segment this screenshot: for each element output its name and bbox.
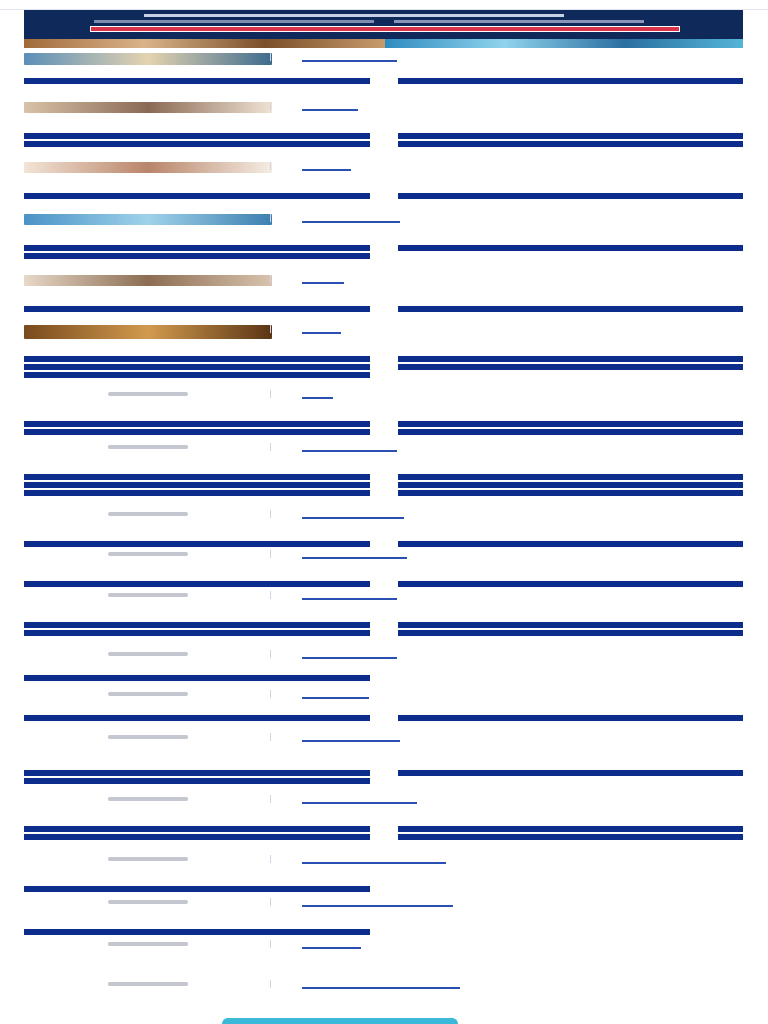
- top-navigation: [0, 0, 768, 10]
- price-row-left[interactable]: [24, 364, 370, 370]
- product-title[interactable]: [302, 510, 592, 519]
- price-row-left[interactable]: [24, 133, 370, 139]
- price-row-left[interactable]: [24, 630, 370, 636]
- product-thumbnail[interactable]: [108, 982, 188, 986]
- price-row-left[interactable]: [24, 372, 370, 378]
- description-line: [28, 185, 738, 191]
- price-row-left[interactable]: [24, 245, 370, 251]
- price-row-left[interactable]: [24, 356, 370, 362]
- price-row-right[interactable]: [398, 622, 743, 628]
- product-title[interactable]: [302, 53, 572, 62]
- product-title-underline: [302, 109, 358, 111]
- price-row-left[interactable]: [24, 78, 370, 84]
- column-divider: [270, 898, 271, 906]
- price-row-left[interactable]: [24, 826, 370, 832]
- hero-banner: [24, 39, 743, 48]
- product-description: [28, 286, 738, 304]
- column-divider: [270, 275, 271, 283]
- product-description: [28, 64, 738, 76]
- header-search-decor[interactable]: [394, 20, 644, 23]
- description-line: [28, 1003, 738, 1009]
- description-line: [28, 413, 738, 419]
- column-divider: [270, 214, 271, 222]
- description-line: [28, 298, 738, 304]
- product-title-underline: [302, 169, 351, 171]
- product-thumbnail[interactable]: [108, 857, 188, 861]
- product-description: [28, 991, 738, 1009]
- product-description: [28, 909, 738, 927]
- column-divider: [270, 443, 271, 451]
- price-row-right[interactable]: [398, 630, 743, 636]
- price-row-left[interactable]: [24, 715, 370, 721]
- product-title[interactable]: [302, 733, 582, 742]
- price-row-left[interactable]: [24, 193, 370, 199]
- description-line: [28, 921, 738, 927]
- price-row-right[interactable]: [398, 826, 743, 832]
- column-divider: [270, 390, 271, 398]
- product-title-underline: [302, 557, 407, 559]
- product-title-underline: [302, 282, 344, 284]
- price-row-left[interactable]: [24, 541, 370, 547]
- description-line: [28, 878, 738, 884]
- product-thumbnail[interactable]: [108, 942, 188, 946]
- price-row-left[interactable]: [24, 675, 370, 681]
- price-row-left[interactable]: [24, 834, 370, 840]
- price-row-right[interactable]: [398, 581, 743, 587]
- column-divider: [270, 795, 271, 803]
- price-row-left[interactable]: [24, 482, 370, 488]
- price-row-right[interactable]: [398, 356, 743, 362]
- column-divider: [270, 53, 271, 61]
- product-description: [28, 866, 738, 884]
- product-description: [28, 336, 738, 354]
- product-thumbnail[interactable]: [108, 445, 188, 449]
- product-title[interactable]: [302, 550, 602, 559]
- column-divider: [270, 550, 271, 558]
- product-title[interactable]: [302, 650, 572, 659]
- product-title[interactable]: [302, 390, 392, 399]
- banner-image-right: [385, 39, 743, 48]
- product-title-underline: [302, 862, 446, 864]
- product-title[interactable]: [302, 443, 572, 452]
- product-thumbnail[interactable]: [108, 593, 188, 597]
- product-title-underline: [302, 802, 417, 804]
- product-thumbnail[interactable]: [108, 652, 188, 656]
- product-title-underline: [302, 740, 400, 742]
- product-thumbnail[interactable]: [24, 275, 272, 286]
- product-thumbnail[interactable]: [24, 214, 272, 225]
- product-title-underline: [302, 905, 453, 907]
- product-title-underline: [302, 221, 400, 223]
- price-row-right[interactable]: [398, 770, 743, 776]
- column-divider: [270, 325, 271, 333]
- product-title[interactable]: [302, 795, 632, 804]
- product-thumbnail[interactable]: [24, 102, 272, 113]
- price-row-left[interactable]: [24, 770, 370, 776]
- product-title-underline: [302, 450, 397, 452]
- column-divider: [270, 855, 271, 863]
- price-row-left[interactable]: [24, 929, 370, 935]
- product-description: [28, 701, 738, 713]
- column-divider: [270, 940, 271, 948]
- product-title-underline: [302, 697, 369, 699]
- product-title[interactable]: [302, 325, 412, 334]
- product-title[interactable]: [302, 940, 472, 949]
- product-title-underline: [302, 397, 333, 399]
- price-row-left[interactable]: [24, 778, 370, 784]
- column-divider: [270, 650, 271, 658]
- price-row-left[interactable]: [24, 429, 370, 435]
- column-divider: [270, 510, 271, 518]
- description-line: [28, 70, 738, 76]
- price-row-right[interactable]: [398, 715, 743, 721]
- column-divider: [270, 591, 271, 599]
- price-row-right[interactable]: [398, 141, 743, 147]
- description-line: [28, 957, 738, 963]
- description-line: [28, 348, 738, 354]
- header-highlight-bar: [90, 26, 680, 32]
- product-description: [28, 173, 738, 191]
- column-divider: [270, 162, 271, 170]
- price-row-right[interactable]: [398, 834, 743, 840]
- description-line: [28, 614, 738, 620]
- price-row-left[interactable]: [24, 306, 370, 312]
- product-title[interactable]: [302, 690, 492, 699]
- description-line: [28, 237, 738, 243]
- product-title[interactable]: [302, 275, 422, 284]
- product-thumbnail[interactable]: [108, 692, 188, 696]
- price-row-left[interactable]: [24, 622, 370, 628]
- description-line: [28, 573, 738, 579]
- product-title[interactable]: [302, 102, 462, 111]
- product-title-underline: [302, 332, 341, 334]
- price-row-right[interactable]: [398, 490, 743, 496]
- product-thumbnail[interactable]: [108, 900, 188, 904]
- product-title-underline: [302, 987, 460, 989]
- product-thumbnail[interactable]: [24, 162, 272, 173]
- product-title-underline: [302, 60, 397, 62]
- price-row-left[interactable]: [24, 886, 370, 892]
- price-row-right[interactable]: [398, 421, 743, 427]
- banner-image-left: [24, 39, 385, 48]
- description-line: [28, 466, 738, 472]
- header-tagline-decor: [94, 20, 374, 23]
- product-thumbnail[interactable]: [108, 797, 188, 801]
- price-row-right[interactable]: [398, 364, 743, 370]
- price-row-right[interactable]: [398, 482, 743, 488]
- product-title[interactable]: [302, 214, 582, 223]
- product-thumbnail[interactable]: [108, 735, 188, 739]
- product-title[interactable]: [302, 898, 732, 907]
- price-row-right[interactable]: [398, 474, 743, 480]
- product-description: [28, 661, 738, 673]
- column-divider: [270, 980, 271, 988]
- price-row-right[interactable]: [398, 429, 743, 435]
- product-description: [28, 225, 738, 243]
- column-divider: [270, 690, 271, 698]
- price-row-left[interactable]: [24, 474, 370, 480]
- price-row-left[interactable]: [24, 141, 370, 147]
- price-row-right[interactable]: [398, 245, 743, 251]
- product-description: [28, 454, 738, 472]
- product-title-underline: [302, 947, 361, 949]
- footer-accent-bar: [222, 1018, 458, 1024]
- product-title[interactable]: [302, 162, 442, 171]
- product-title[interactable]: [302, 980, 752, 989]
- product-description: [28, 744, 738, 768]
- description-line: [28, 667, 738, 673]
- column-divider: [270, 102, 271, 110]
- product-title-underline: [302, 657, 397, 659]
- description-line: [28, 818, 738, 824]
- product-description: [28, 521, 738, 539]
- price-row-left[interactable]: [24, 253, 370, 259]
- product-title-underline: [302, 517, 404, 519]
- price-row-left[interactable]: [24, 490, 370, 496]
- product-title-underline: [302, 598, 397, 600]
- product-title[interactable]: [302, 591, 572, 600]
- description-line: [28, 707, 738, 713]
- product-thumbnail[interactable]: [108, 392, 188, 396]
- product-description: [28, 951, 738, 963]
- product-description: [28, 561, 738, 579]
- column-divider: [270, 733, 271, 741]
- header-title-decor: [144, 14, 564, 17]
- price-row-left[interactable]: [24, 421, 370, 427]
- product-thumbnail[interactable]: [108, 512, 188, 516]
- description-line: [28, 762, 738, 768]
- description-line: [28, 125, 738, 131]
- price-row-right[interactable]: [398, 78, 743, 84]
- price-row-right[interactable]: [398, 193, 743, 199]
- price-row-right[interactable]: [398, 306, 743, 312]
- product-title[interactable]: [302, 855, 712, 864]
- price-row-right[interactable]: [398, 541, 743, 547]
- product-description: [28, 401, 738, 419]
- product-description: [28, 113, 738, 131]
- description-line: [28, 533, 738, 539]
- price-row-right[interactable]: [398, 133, 743, 139]
- product-description: [28, 602, 738, 620]
- product-thumbnail[interactable]: [108, 552, 188, 556]
- price-row-left[interactable]: [24, 581, 370, 587]
- product-description: [28, 806, 738, 824]
